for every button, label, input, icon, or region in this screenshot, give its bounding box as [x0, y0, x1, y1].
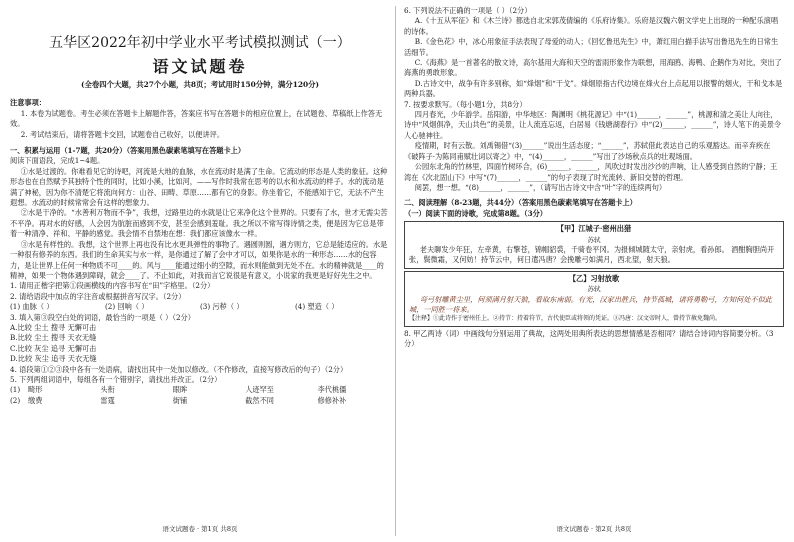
question-5: 5. 下列两组词语中，每组各有一个错别字，请找出并改正。（2分） — [10, 374, 222, 384]
q2-items — [10, 302, 390, 312]
exam-intro: (全卷四个大题，共27个小题，共8页；考试用时150分钟，满分120分) — [80, 80, 320, 89]
question-1: 1. 请用正楷字把第①段画横线的内容书写在“田”字格里。（2分） — [10, 281, 215, 291]
subsection-heading: （一）阅读下面的诗歌，完成第8题。（3分） — [404, 208, 547, 218]
q3-option: A.比较 尘土 搜寻 无懈可击 — [10, 322, 97, 332]
q6-option: D.古诗文中，战争有许多别称，如“烽烟”和“干戈”。烽烟原指古代边境在烽火台上点起用以报警的烟火，干和戈本是两种兵器。 — [404, 78, 783, 99]
poem-text: 弯弓射雕黄尘里，何须满月射天狼，看取东南弱。有光，汉家出胜兵，持节孤城，诸将勇勒弓，方知何处不似此城，一同胜一将来。 — [409, 294, 772, 314]
q6-option: C.《海燕》是一首著名的散文诗，高尔基用大海和天空的雷雨形象作为联想，用海鸥、海鸭、企鹅作为对比，突出了海燕的勇敢形象。 — [404, 58, 782, 78]
q3-option: B.比较 尘土 搜寻 天衣无缝 — [10, 333, 97, 343]
poem-box-1 — [404, 221, 784, 269]
passage-paragraph: ②水是干净的。“水善利万物而不争”，我想，过路里边的水就是让它来净化这个世界的。只要有了水，世才无需尖苦不平净。再对水的好感，人会因为肮脏而感到不安，甚至会感到羞耻。我之所以不常写得诗情之类，便是因为它总是带着一种清净、祥和、平静的感觉。我会情不自禁地在想：我们都应该像水一样。 — [10, 208, 388, 239]
q5-cell: 截然不同 — [245, 395, 274, 405]
q5-cell: 畸形 — [28, 385, 43, 395]
poem-author: 苏轼 — [587, 285, 601, 294]
section-heading: 二、阅读理解（8-23题，共44分）（答案用黑色碳素笔填写在答题卡上） — [404, 198, 637, 208]
q7-paragraph: 四月春光，少年游学。岳阳游，中华地区：陶渊明《桃花源记》中“(1)______，______”，桃源和清之美让人向往，诗中“风烟俱净，天山共色”的美景，让人流连忘返，白居易《钱塘湖春行》中“(2)______，______”，诗人笔下的美景令人心驰神往。 — [404, 110, 782, 140]
q5-row — [10, 385, 390, 395]
poem-text: 老夫聊发少年狂，左牵黄，右擎苍，锦帽貂裘，千骑卷平冈。为报倾城随太守，亲射虎，看孙郎。 酒酣胸胆尚开张，鬓微霜，又何妨！持节云中，何日遣冯唐？会挽雕弓如满月，西北望，射天狼。 — [409, 244, 775, 265]
q5-cell: 雷霆 — [100, 395, 115, 405]
q7-paragraph: 阅罢，想一想。“(8)______，______”，（请写出古诗文中含“叶”字的连续两句） — [414, 182, 667, 192]
passage-paragraph: ③水是有样性的。我想，这个世界上再也没有比水更具弹性的事物了。遇圆则圆，遇方则方，它总是能适应的。水是一种很有修养的东西。我们的生命其实与水一样，是你通过了解了会中才可以，如果你是水的一种形态……水的包容力，是让世界上任何一种物质不可____的。风与____能通过细小的空隙，而水则能做到无处不在。水的精神就是____的精神，如果一个物体遇到障碍，就会____了。不止如此，对我而言它说很是有意义，小说家的我更是好好先生之中。 — [10, 239, 388, 280]
q2-item: (4) 塑造（ ） — [295, 302, 339, 312]
q7-paragraph: 疫情期，时有云散。刘禹锡借“(3)______”说出生活态度；“______”，苏轼借此表达自己的乐观豁达。而辛弃疾在《破阵子·为陈同甫赋壮词以寄之》中，“(4)______，______”写出了沙场秋点兵的壮观场面。 — [404, 141, 771, 161]
q3-option: C.比较 灰尘 追寻 无懈可击 — [10, 343, 97, 353]
q5-cell: 修修补补 — [317, 395, 347, 405]
page-1 — [10, 6, 390, 536]
q2-item: (2) 回响（ ） — [105, 302, 149, 312]
q7-paragraph: 公园东北角的竹林里，四面竹树环合，(6)______，______，风吹过时发出沙沙的声响，让人感受到自然的宁静；王湾在《次北固山下》中写“(7)______，______”的句子表现了时光流转、新旧交替的哲理。 — [404, 162, 778, 182]
question-2: 2. 请给语段中加点的字注音或根据拼音写汉字。（2分） — [10, 291, 186, 301]
question-7: 7. 按要求默写。（每小题1分，共8分） — [404, 99, 527, 109]
section-heading: 一、积累与运用（1-7题，共20分）（答案用黑色碳素笔填写在答题卡上） — [10, 146, 246, 156]
q5-cell: 李代桃僵 — [317, 385, 347, 395]
notice-title: 注意事项： — [10, 98, 46, 108]
q3-option: D.比较 灰尘 追寻 天衣无缝 — [10, 354, 97, 364]
q6-option: A.《十五从军征》和《木兰诗》都选自北宋郭茂倩编的《乐府诗集》。乐府是汉魏六朝文学史上出现的一种配乐演唱的诗体。 — [404, 16, 779, 36]
question-4: 4. 语段第①②③段中各有一处语病，请找出其中一处加以修改。（不作修改，直接写修改后的句子）（2分） — [10, 364, 348, 374]
q2-item: (3) 污秽（ ） — [200, 302, 244, 312]
q5-cell: 眼眸 — [172, 385, 188, 395]
notice-item: 2. 考试结束后，请将答题卡交回，试题卷自己收好，以便讲评。 — [20, 129, 225, 139]
subject-title: 语文试题卷 — [152, 57, 248, 76]
poem-author: 苏轼 — [587, 235, 601, 244]
page-footer: 语文试题卷 · 第1页 共8页 — [162, 524, 238, 533]
poem-box-2 — [404, 271, 784, 327]
q5-cell: 人迹罕至 — [245, 385, 274, 395]
q6-option: B.《金色花》中，冰心用象征手法表现了母爱的动人；《回忆鲁迅先生》中，萧红用白描手法写出鲁迅先生的日常生活细节。 — [404, 37, 779, 57]
q5-cell: (2) — [10, 395, 21, 405]
question-6: 6. 下列说法不正确的一项是（ ）（2分） — [404, 6, 532, 15]
poem-note: 【注释】①此诗作于密州任上。②持节：持着符节，古代使臣或将领的凭证。③冯唐：汉文帝时人，曾持节赦免魏尚。 — [409, 315, 722, 323]
page-footer: 语文试题卷 · 第2页 共8页 — [556, 524, 632, 533]
reading-intro: 阅读下面语段，完成1~4题。 — [10, 156, 105, 166]
question-8: 8. 甲乙两诗（词）中画线句分别运用了典故，这两处用典所表达的思想情感是否相同？请结合诗词内容简要分析。（3分） — [404, 328, 774, 349]
question-3: 3. 填入第③段空白处的词语，最恰当的一项是（ ）（2分） — [10, 312, 195, 322]
exam-title: 五华区2022年初中学业水平考试模拟测试（一） — [49, 35, 351, 51]
notice-item: 1. 本卷为试题卷。考生必须在答题卡上解题作答，答案应书写在答题卡的相应位置上，在试题卷、草稿纸上作答无效。 — [10, 108, 383, 129]
passage-paragraph: ①水是过渡的。你难看见它的诗吧，河流是大地的血脉，水在流动时是满了生命。它流动的形态是人类的象征。这种形态也在自然赋予其独特个性的同时，比如小溪，比如河，——写作时我常在思考的以水和水流动的样子。水的流动是满了神秘，因为你不清楚它将流向何方：山谷、田畴、草原……都有它的身影。你坐着它，不能感知于它，无法不产生遐想。水流动的时候常常会有这样的想象力。 — [10, 166, 388, 208]
q5-cell: 缴费 — [28, 395, 43, 405]
page-divider — [395, 6, 396, 536]
q2-item: (1) 血脉（ ） — [10, 302, 54, 312]
q5-cell: (1) — [10, 385, 21, 395]
poem-title: 【甲】江城子·密州出猎 — [556, 224, 632, 234]
page-2 — [404, 6, 784, 536]
q5-cell: 街铺 — [172, 395, 188, 405]
q5-cell: 头衔 — [100, 385, 115, 395]
poem-title: 【乙】习射放歌 — [568, 273, 620, 283]
q5-row — [10, 396, 390, 406]
